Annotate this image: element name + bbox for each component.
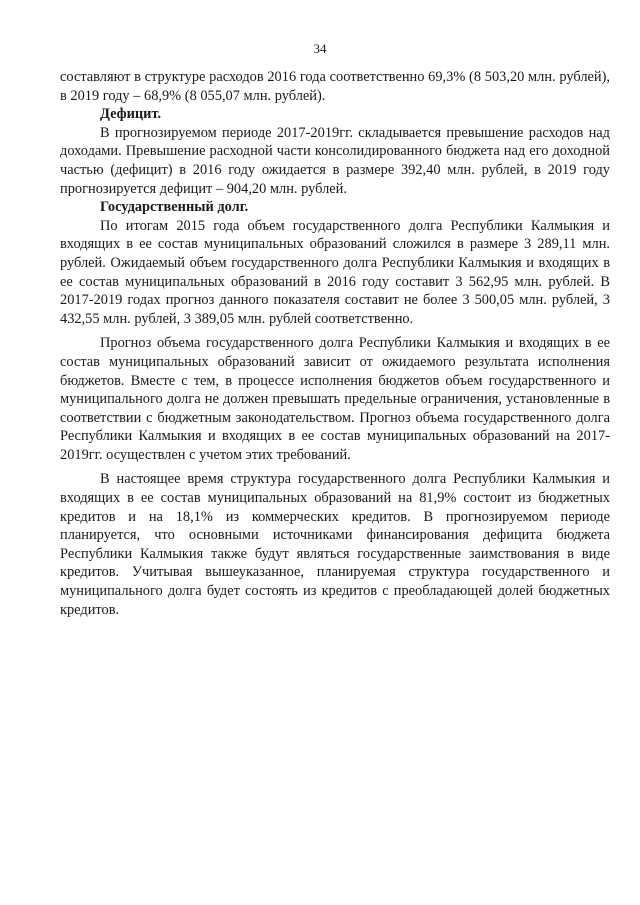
- state-debt-paragraph-3: В настоящее время структура государственного долга Республики Калмыкия и входящих в ее состав муниципальных образований на 81,9% состоит из бюджетных кредитов и на 18,1% из коммерческих кредитов. В прогнозируемом периоде планируется, что основными источниками финансирования дефицита бюджета Республики Калмыкия также будут являться государственные заимствования в виде кредитов. Учитывая вышеуказанное, планируемая структура государственного и муниципального долга будет состоять из кредитов с преобладающей долей бюджетных кредитов.: [60, 471, 610, 618]
- deficit-heading: Дефицит.: [100, 106, 162, 123]
- state-debt-heading: Государственный долг.: [100, 199, 249, 216]
- document-body: [60, 68, 610, 619]
- state-debt-paragraph-2: Прогноз объема государственного долга Республики Калмыкия и входящих в ее состав муниципальных образований зависит от ожидаемого результата исполнения бюджетов. Вместе с тем, в процессе исполнения бюджетов объем государственного и муниципального долга не должен превышать предельные ограничения, установленные в соответствии с бюджетным законодательством. Прогноз объема государственного долга Республики Калмыкия и входящих в ее состав муниципальных образований на 2017-2019гг. осуществлен с учетом этих требований.: [60, 335, 610, 463]
- deficit-paragraph: В прогнозируемом периоде 2017-2019гг. складывается превышение расходов над доходами. Превышение расходной части консолидированного бюджета над его доходной частью (дефицит) в 2016 году ожидается в размере 392,40 млн. рублей, в 2019 году прогнозируется дефицит – 904,20 млн. рублей.: [60, 124, 610, 197]
- state-debt-paragraph-1: По итогам 2015 года объем государственного долга Республики Калмыкия и входящих в ее состав муниципальных образований сложился в размере 3 289,11 млн. рублей. Ожидаемый объем государственного долга Республики Калмыкия и входящих в ее состав муниципальных образований в 2016 году составит 3 562,95 млн. рублей. В 2017-2019 годах прогноз данного показателя составит не более 3 500,05 млн. рублей, 3 432,55 млн. рублей, 3 389,05 млн. рублей соответственно.: [60, 217, 610, 327]
- page-number: 34: [313, 41, 327, 56]
- intro-continuation-paragraph: составляют в структуре расходов 2016 года соответственно 69,3% (8 503,20 млн. рублей), в 2019 году – 68,9% (8 055,07 млн. рублей).: [60, 69, 610, 104]
